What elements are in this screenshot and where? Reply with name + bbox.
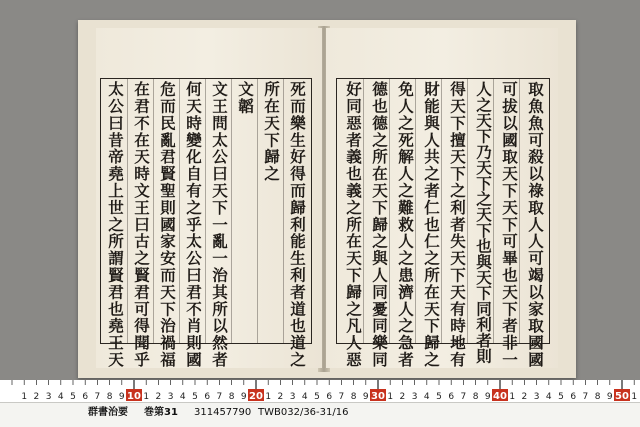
ruler-digit-label: 5 <box>70 392 76 402</box>
ruler-major-label: 50 <box>615 391 629 402</box>
ruler-digit-label: 2 <box>277 392 284 402</box>
caption-call-number: TWB032/36-31/16 <box>258 407 349 418</box>
left-page <box>96 28 322 368</box>
ruler-digit-label: 8 <box>106 392 113 402</box>
ruler-digit-label: 9 <box>606 392 613 402</box>
left-column-8: 太公曰昔帝堯上世之所謂賢君也堯王天 <box>106 81 125 369</box>
right-column-7: 德也德之所在天下歸之與人同憂同樂同 <box>370 81 389 369</box>
ruler-digit-label: 4 <box>179 392 186 402</box>
ruler-digit-label: 8 <box>594 392 601 402</box>
ruler-digit-label: 5 <box>558 392 564 402</box>
ruler-digit-label: 4 <box>57 392 64 402</box>
left-column-3-heading: 文韜 <box>236 81 255 115</box>
right-column-5: 財能與人共之者仁也仁之所在天下歸之 <box>422 81 441 369</box>
ruler-digit-label: 3 <box>289 392 296 402</box>
ruler-major-label: 20 <box>249 391 263 402</box>
right-page <box>326 28 558 368</box>
ruler-digit-label: 9 <box>484 392 491 402</box>
ruler-digit-label: 1 <box>143 392 150 402</box>
ruler-digit-label: 7 <box>338 392 345 402</box>
right-page-text-frame <box>336 78 550 369</box>
ruler-digit-label: 4 <box>545 392 552 402</box>
right-column-3: 人之天下乃天下之天下也與天下同利者則 <box>474 81 493 364</box>
ruler-digit-label: 1 <box>21 392 28 402</box>
left-column-2: 所在天下歸之 <box>262 81 281 183</box>
ruler-digit-label: 7 <box>94 392 101 402</box>
ruler-digit-label: 3 <box>167 392 174 402</box>
ruler-digit-label: 6 <box>326 392 333 402</box>
ruler-digit-label: 3 <box>45 392 52 402</box>
measuring-ruler <box>0 380 640 427</box>
ruler-digit-label: 6 <box>570 392 577 402</box>
ruler-digit-label: 2 <box>521 392 528 402</box>
ruler-digit-label: 6 <box>448 392 455 402</box>
right-column-6: 免人之死解人之難救人之患濟人之急者 <box>396 81 415 369</box>
ruler-digit-label: 5 <box>192 392 198 402</box>
ruler-ticks <box>0 380 640 402</box>
ruler-digit-label: 5 <box>314 392 320 402</box>
ruler-digit-label: 4 <box>423 392 430 402</box>
ruler-digit-label: 8 <box>472 392 479 402</box>
ruler-scale <box>0 380 640 403</box>
ruler-digit-label: 7 <box>216 392 223 402</box>
left-column-5: 何天時變化自有之乎太公曰君不肖則國 <box>184 81 203 369</box>
ruler-digit-label: 2 <box>33 392 40 402</box>
left-page-text-frame <box>100 78 312 369</box>
ruler-digit-label: 3 <box>411 392 418 402</box>
ruler-digit-label: 5 <box>436 392 442 402</box>
ruler-major-label: 10 <box>127 391 141 402</box>
caption-item-number: 311457790 <box>194 407 252 418</box>
ruler-digit-label: 9 <box>118 392 125 402</box>
right-column-2: 可拔以國取天下天下可畢也天下者非一 <box>500 81 519 369</box>
right-column-1: 取魚魚可殺以祿取人人可竭以家取國國 <box>526 81 545 369</box>
ruler-digit-label: 1 <box>509 392 516 402</box>
caption-volume: 巻第31 <box>144 407 178 418</box>
ruler-digit-label: 1 <box>265 392 272 402</box>
ruler-digit-label: 3 <box>533 392 540 402</box>
left-column-7: 在君不在天時文王曰古之賢君可得聞乎 <box>132 81 151 369</box>
ruler-digit-label: 7 <box>582 392 589 402</box>
ruler-digit-label: 1 <box>631 392 638 402</box>
ruler-digit-label: 6 <box>204 392 211 402</box>
ruler-major-label: 30 <box>371 391 385 402</box>
right-column-8: 好同惡者義也義之所在天下歸之凡人惡 <box>344 81 363 369</box>
ruler-digit-label: 2 <box>399 392 406 402</box>
ruler-digit-label: 7 <box>460 392 467 402</box>
ruler-digit-label: 6 <box>82 392 89 402</box>
ruler-digit-label: 9 <box>362 392 369 402</box>
open-book <box>78 20 576 378</box>
caption-title: 群書治要 <box>88 407 128 418</box>
ruler-major-label: 40 <box>493 391 507 402</box>
left-column-1: 死而樂生好得而歸利能生利者道也道之 <box>288 81 307 369</box>
ruler-digit-label: 2 <box>155 392 162 402</box>
ruler-digit-label: 1 <box>387 392 394 402</box>
right-column-4: 得天下擅天下之利者失天下天有時地有 <box>448 81 467 369</box>
left-column-4: 文王問太公曰天下一亂一治其所以然者 <box>210 81 229 369</box>
ruler-digit-label: 8 <box>228 392 235 402</box>
ruler-digit-label: 4 <box>301 392 308 402</box>
left-column-6: 危而民亂君賢聖則國家安而天下治禍福 <box>158 81 177 369</box>
ruler-digit-label: 9 <box>240 392 247 402</box>
ruler-digit-label: 8 <box>350 392 357 402</box>
